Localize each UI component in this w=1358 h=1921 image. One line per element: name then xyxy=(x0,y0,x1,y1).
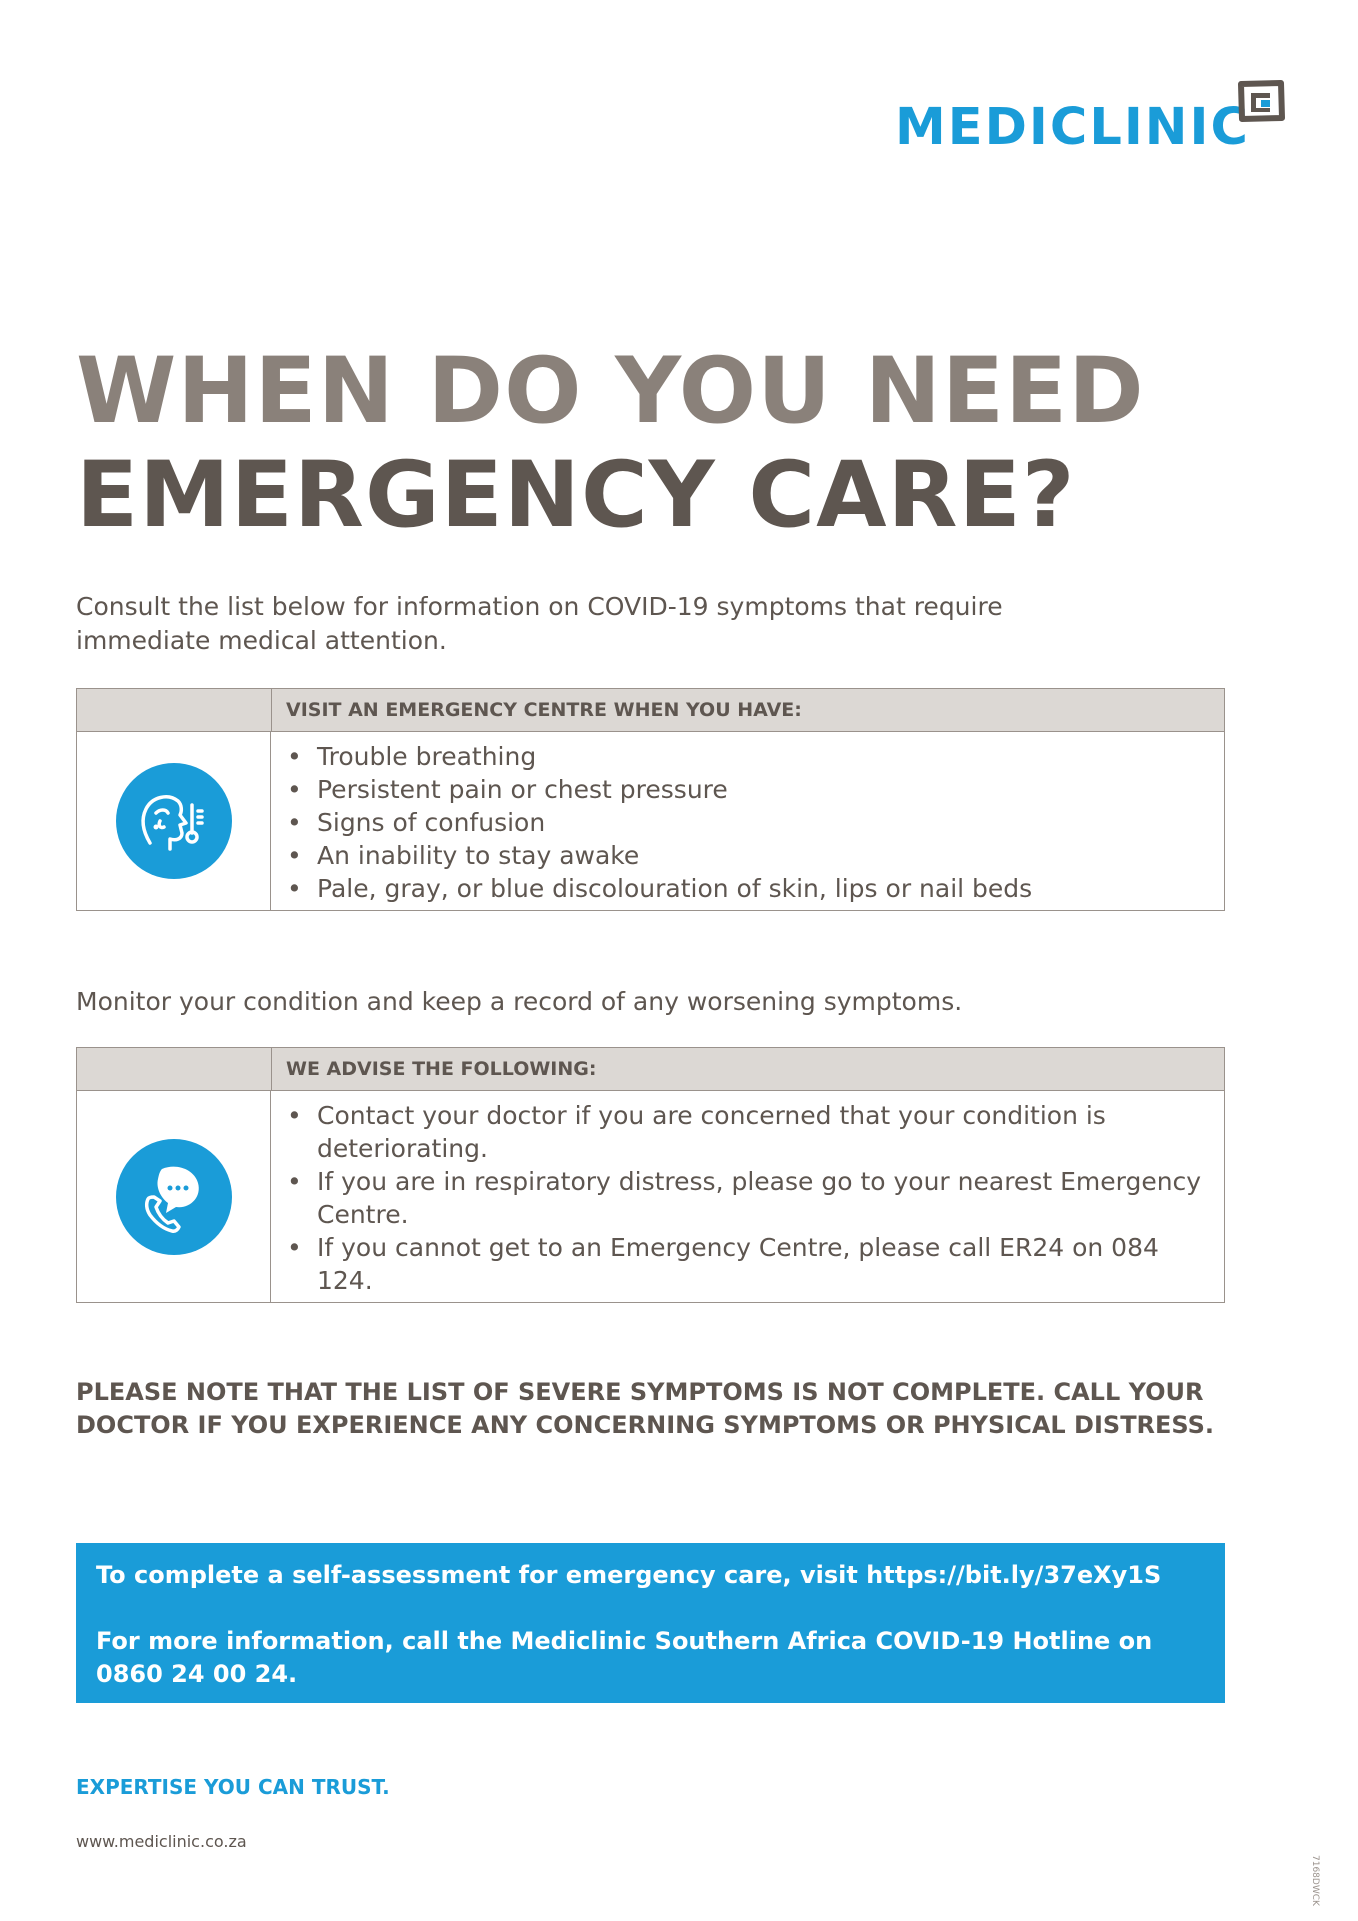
website-link[interactable]: www.mediclinic.co.za xyxy=(76,1832,247,1851)
advice-list xyxy=(271,1091,1224,1302)
mediclinic-logo xyxy=(895,80,1290,160)
advice-box-body xyxy=(77,1091,1224,1302)
advice-box xyxy=(76,1047,1225,1303)
header-spacer xyxy=(77,1048,272,1090)
page-title xyxy=(76,340,1145,548)
header-spacer xyxy=(77,689,272,731)
list-item: • If you cannot get to an Emergency Centre, please call ER24 on 084 124. xyxy=(285,1231,1210,1297)
list-item: • Signs of confusion xyxy=(285,806,1210,839)
emergency-box-header xyxy=(77,689,1224,732)
list-item: • Trouble breathing xyxy=(285,740,1210,773)
list-item: • If you are in respiratory distress, please go to your nearest Emergency Centre. xyxy=(285,1165,1210,1231)
mediclinic-square-logo-icon xyxy=(1237,80,1285,122)
emergency-box-body xyxy=(77,732,1224,910)
brand-name: MEDICLINIC xyxy=(895,98,1250,157)
list-item: • Contact your doctor if you are concerned that your condition is deteriorating. xyxy=(285,1099,1210,1165)
list-item: • Pale, gray, or blue discolouration of skin, lips or nail beds xyxy=(285,872,1210,905)
emergency-symptom-list xyxy=(271,732,1224,910)
disclaimer-note: PLEASE NOTE THAT THE LIST OF SEVERE SYMPTOMS IS NOT COMPLETE. CALL YOUR DOCTOR IF YOU EXPERIENCE ANY CONCERNING SYMPTOMS OR PHYSICAL DISTRESS. xyxy=(76,1378,1215,1439)
brand-tagline: EXPERTISE YOU CAN TRUST. xyxy=(76,1775,390,1799)
hotline-text: For more information, call the Mediclinic Southern Africa COVID-19 Hotline on 0860 24 00 24. xyxy=(96,1627,1153,1688)
patient-fever-symptoms-icon xyxy=(116,763,232,879)
info-banner xyxy=(76,1543,1225,1703)
emergency-icon-cell xyxy=(77,732,271,910)
list-item: • An inability to stay awake xyxy=(285,839,1210,872)
advice-box-heading: WE ADVISE THE FOLLOWING: xyxy=(286,1058,597,1080)
phone-chat-icon xyxy=(116,1139,232,1255)
monitor-text: Monitor your condition and keep a record of any worsening symptoms. xyxy=(76,987,963,1016)
self-assessment-text: To complete a self-assessment for emergency care, visit https://bit.ly/37eXy1S xyxy=(96,1561,1162,1589)
intro-text: Consult the list below for information on COVID-19 symptoms that require immediate medical attention. xyxy=(76,592,1003,655)
document-code: 7168DWCK xyxy=(1310,1855,1320,1906)
advice-box-header xyxy=(77,1048,1224,1091)
emergency-box-heading: VISIT AN EMERGENCY CENTRE WHEN YOU HAVE: xyxy=(286,699,802,721)
title-line-2: EMERGENCY CARE? xyxy=(76,443,1076,548)
advice-icon-cell xyxy=(77,1091,271,1302)
title-line-1: WHEN DO YOU NEED xyxy=(76,339,1145,444)
emergency-symptoms-box xyxy=(76,688,1225,911)
list-item: • Persistent pain or chest pressure xyxy=(285,773,1210,806)
